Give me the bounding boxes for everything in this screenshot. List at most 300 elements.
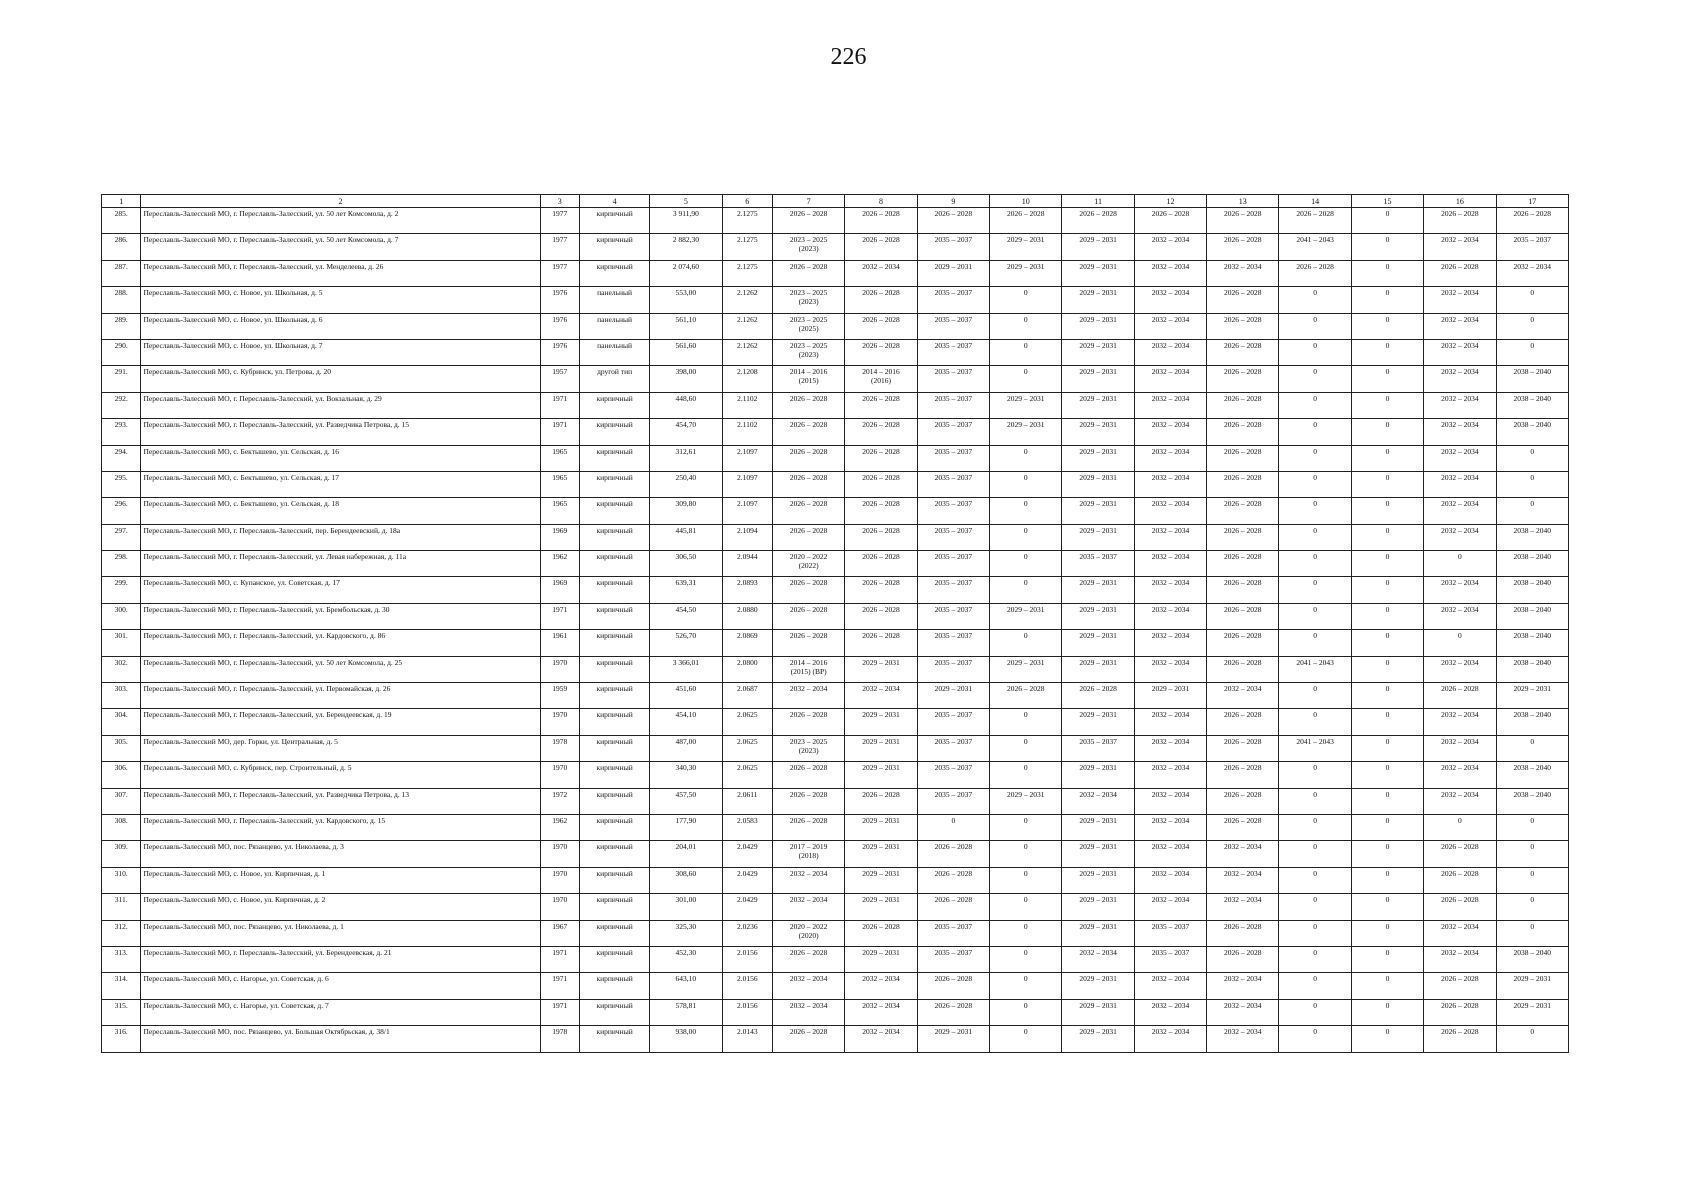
table-cell-col-6: 2.1102 [722,419,772,445]
table-cell-col-9: 2035 – 2037 [917,234,989,260]
table-row [102,709,1569,735]
table-cell-col-7: 2032 – 2034 [772,683,844,709]
table-cell-col-4: кирпичный [580,946,650,972]
table-cell-col-1: 309. [102,841,141,867]
table-cell-col-9: 2035 – 2037 [917,313,989,339]
table-cell-col-9: 2035 – 2037 [917,762,989,788]
table-cell-col-17: 2038 – 2040 [1496,656,1568,682]
table-cell-col-1: 286. [102,234,141,260]
table-cell-col-10: 0 [990,551,1062,577]
table-cell-col-11: 2029 – 2031 [1062,762,1134,788]
table-cell-col-17: 0 [1496,894,1568,920]
table-cell-col-12: 2032 – 2034 [1134,603,1206,629]
table-cell-col-17: 2038 – 2040 [1496,946,1568,972]
table-cell-col-12: 2032 – 2034 [1134,999,1206,1025]
table-cell-col-7: 2026 – 2028 [772,577,844,603]
table-cell-col-5: 250,40 [650,471,722,497]
table-cell-col-11: 2029 – 2031 [1062,313,1134,339]
table-cell-col-15: 0 [1351,735,1423,761]
table-cell-col-5: 3 366,01 [650,656,722,682]
table-cell-col-8: 2026 – 2028 [845,313,917,339]
table-cell-col-7: 2026 – 2028 [772,630,844,656]
table-cell-col-14: 2041 – 2043 [1279,735,1351,761]
table-cell-col-2: Переславль-Залесский МО, с. Купанское, ул. Советская, д. 17 [141,577,540,603]
table-cell-col-11: 2029 – 2031 [1062,234,1134,260]
table-cell-col-2: Переславль-Залесский МО, с. Бектышево, ул. Сельская, д. 16 [141,445,540,471]
table-cell-col-12: 2032 – 2034 [1134,339,1206,365]
table-cell-col-7: 2026 – 2028 [772,1026,844,1052]
table-cell-col-8: 2029 – 2031 [845,656,917,682]
table-cell-col-9: 2035 – 2037 [917,920,989,946]
column-header-10: 10 [990,195,1062,208]
table-cell-col-16: 2032 – 2034 [1424,709,1496,735]
table-cell-col-7: 2026 – 2028 [772,762,844,788]
table-cell-col-8: 2014 – 2016 (2016) [845,366,917,392]
column-header-14: 14 [1279,195,1351,208]
table-cell-col-4: панельный [580,313,650,339]
table-cell-col-6: 2.1208 [722,366,772,392]
table-cell-col-13: 2032 – 2034 [1207,260,1279,286]
table-cell-col-17: 2038 – 2040 [1496,577,1568,603]
table-cell-col-14: 0 [1279,762,1351,788]
table-cell-col-15: 0 [1351,208,1423,234]
table-cell-col-2: Переславль-Залесский МО, г. Переславль-Залесский, ул. Левая набережная, д. 11а [141,551,540,577]
table-cell-col-6: 2.0156 [722,973,772,999]
table-cell-col-9: 2035 – 2037 [917,366,989,392]
table-cell-col-9: 2035 – 2037 [917,339,989,365]
table-cell-col-2: Переславль-Залесский МО, г. Переславль-Залесский, ул. 50 лет Комсомола, д. 2 [141,208,540,234]
table-cell-col-13: 2026 – 2028 [1207,419,1279,445]
table-cell-col-5: 578,81 [650,999,722,1025]
table-cell-col-4: кирпичный [580,867,650,893]
table-cell-col-16: 2032 – 2034 [1424,339,1496,365]
table-cell-col-10: 2029 – 2031 [990,603,1062,629]
table-cell-col-12: 2032 – 2034 [1134,762,1206,788]
table-cell-col-14: 0 [1279,603,1351,629]
table-cell-col-11: 2029 – 2031 [1062,841,1134,867]
table-cell-col-3: 1971 [540,946,579,972]
table-cell-col-17: 2029 – 2031 [1496,683,1568,709]
table-cell-col-4: кирпичный [580,788,650,814]
table-cell-col-17: 2029 – 2031 [1496,973,1568,999]
table-row [102,656,1569,682]
table-cell-col-4: кирпичный [580,498,650,524]
table-cell-col-5: 452,30 [650,946,722,972]
table-cell-col-14: 0 [1279,287,1351,313]
table-cell-col-8: 2032 – 2034 [845,683,917,709]
table-cell-col-12: 2035 – 2037 [1134,920,1206,946]
table-cell-col-3: 1971 [540,973,579,999]
table-cell-col-3: 1959 [540,683,579,709]
table-cell-col-12: 2032 – 2034 [1134,656,1206,682]
table-cell-col-13: 2026 – 2028 [1207,762,1279,788]
table-cell-col-9: 2029 – 2031 [917,683,989,709]
table-cell-col-5: 204,01 [650,841,722,867]
table-cell-col-17: 2038 – 2040 [1496,392,1568,418]
table-cell-col-4: кирпичный [580,208,650,234]
table-cell-col-5: 448,60 [650,392,722,418]
table-cell-col-5: 561,60 [650,339,722,365]
table-cell-col-13: 2026 – 2028 [1207,392,1279,418]
column-header-4: 4 [580,195,650,208]
table-cell-col-13: 2032 – 2034 [1207,867,1279,893]
table-cell-col-2: Переславль-Залесский МО, г. Переславль-Залесский, ул. Вокзальная, д. 29 [141,392,540,418]
table-cell-col-17: 2038 – 2040 [1496,630,1568,656]
table-cell-col-10: 2029 – 2031 [990,234,1062,260]
table-cell-col-16: 2032 – 2034 [1424,287,1496,313]
table-cell-col-4: другой тип [580,366,650,392]
table-cell-col-9: 2035 – 2037 [917,603,989,629]
table-cell-col-2: Переславль-Залесский МО, дер. Горки, ул. Центральная, д. 5 [141,735,540,761]
table-cell-col-11: 2029 – 2031 [1062,419,1134,445]
table-cell-col-1: 287. [102,260,141,286]
table-cell-col-16: 2026 – 2028 [1424,973,1496,999]
table-cell-col-10: 2029 – 2031 [990,419,1062,445]
table-cell-col-3: 1978 [540,1026,579,1052]
table-row [102,894,1569,920]
table-cell-col-14: 2041 – 2043 [1279,234,1351,260]
table-row [102,814,1569,840]
table-cell-col-6: 2.0880 [722,603,772,629]
table-cell-col-17: 2038 – 2040 [1496,762,1568,788]
table-cell-col-13: 2026 – 2028 [1207,287,1279,313]
table-cell-col-3: 1976 [540,287,579,313]
table-cell-col-8: 2032 – 2034 [845,999,917,1025]
table-cell-col-5: 308,60 [650,867,722,893]
table-cell-col-12: 2032 – 2034 [1134,366,1206,392]
table-cell-col-6: 2.1262 [722,339,772,365]
table-cell-col-12: 2032 – 2034 [1134,894,1206,920]
table-cell-col-1: 302. [102,656,141,682]
table-cell-col-16: 2032 – 2034 [1424,524,1496,550]
table-row [102,973,1569,999]
table-row [102,683,1569,709]
table-cell-col-2: Переславль-Залесский МО, г. Переславль-Залесский, ул. Брембольская, д. 30 [141,603,540,629]
table-cell-col-16: 2032 – 2034 [1424,762,1496,788]
table-cell-col-15: 0 [1351,498,1423,524]
table-cell-col-2: Переславль-Залесский МО, г. Переславль-Залесский, ул. Разведчика Петрова, д. 13 [141,788,540,814]
table-cell-col-5: 938,00 [650,1026,722,1052]
table-cell-col-13: 2032 – 2034 [1207,1026,1279,1052]
table-cell-col-14: 0 [1279,392,1351,418]
table-cell-col-10: 0 [990,339,1062,365]
table-cell-col-13: 2026 – 2028 [1207,630,1279,656]
table-cell-col-9: 2026 – 2028 [917,894,989,920]
table-cell-col-1: 310. [102,867,141,893]
table-cell-col-12: 2026 – 2028 [1134,208,1206,234]
table-cell-col-6: 2.0429 [722,894,772,920]
column-header-6: 6 [722,195,772,208]
table-cell-col-6: 2.1097 [722,498,772,524]
table-cell-col-2: Переславль-Залесский МО, с. Бектышево, ул. Сельская, д. 18 [141,498,540,524]
table-cell-col-1: 296. [102,498,141,524]
table-cell-col-7: 2026 – 2028 [772,603,844,629]
table-cell-col-12: 2032 – 2034 [1134,445,1206,471]
table-cell-col-17: 2038 – 2040 [1496,551,1568,577]
table-cell-col-14: 0 [1279,973,1351,999]
table-cell-col-8: 2032 – 2034 [845,1026,917,1052]
table-cell-col-2: Переславль-Залесский МО, с. Бектышево, ул. Сельская, д. 17 [141,471,540,497]
table-cell-col-7: 2020 – 2022 (2020) [772,920,844,946]
table-cell-col-8: 2026 – 2028 [845,234,917,260]
table-cell-col-15: 0 [1351,656,1423,682]
table-cell-col-15: 0 [1351,234,1423,260]
table-cell-col-9: 2035 – 2037 [917,471,989,497]
table-cell-col-11: 2029 – 2031 [1062,287,1134,313]
table-cell-col-7: 2026 – 2028 [772,260,844,286]
table-cell-col-14: 0 [1279,999,1351,1025]
table-cell-col-9: 2035 – 2037 [917,287,989,313]
table-cell-col-12: 2032 – 2034 [1134,709,1206,735]
table-cell-col-2: Переславль-Залесский МО, с. Новое, ул. Школьная, д. 6 [141,313,540,339]
table-cell-col-9: 2035 – 2037 [917,735,989,761]
table-cell-col-10: 2029 – 2031 [990,788,1062,814]
table-row [102,551,1569,577]
table-cell-col-11: 2029 – 2031 [1062,867,1134,893]
table-cell-col-15: 0 [1351,814,1423,840]
table-cell-col-6: 2.1275 [722,208,772,234]
table-row [102,208,1569,234]
table-cell-col-5: 561,10 [650,313,722,339]
table-cell-col-8: 2026 – 2028 [845,471,917,497]
table-cell-col-8: 2026 – 2028 [845,603,917,629]
table-cell-col-13: 2026 – 2028 [1207,656,1279,682]
table-cell-col-11: 2029 – 2031 [1062,920,1134,946]
table-cell-col-6: 2.1097 [722,445,772,471]
table-cell-col-5: 487,00 [650,735,722,761]
table-cell-col-16: 2026 – 2028 [1424,683,1496,709]
table-cell-col-5: 451,60 [650,683,722,709]
table-cell-col-6: 2.0156 [722,946,772,972]
table-cell-col-13: 2032 – 2034 [1207,999,1279,1025]
table-cell-col-13: 2026 – 2028 [1207,946,1279,972]
table-cell-col-14: 0 [1279,1026,1351,1052]
table-cell-col-17: 0 [1496,471,1568,497]
table-cell-col-11: 2029 – 2031 [1062,524,1134,550]
column-header-1: 1 [102,195,141,208]
table-cell-col-4: кирпичный [580,973,650,999]
table-cell-col-3: 1962 [540,551,579,577]
table-cell-col-13: 2032 – 2034 [1207,894,1279,920]
table-cell-col-8: 2032 – 2034 [845,260,917,286]
table-cell-col-15: 0 [1351,683,1423,709]
table-cell-col-9: 2035 – 2037 [917,656,989,682]
table-cell-col-11: 2029 – 2031 [1062,339,1134,365]
table-cell-col-5: 445,81 [650,524,722,550]
table-cell-col-4: кирпичный [580,392,650,418]
table-cell-col-11: 2029 – 2031 [1062,445,1134,471]
table-cell-col-4: кирпичный [580,551,650,577]
table-cell-col-11: 2029 – 2031 [1062,260,1134,286]
table-cell-col-6: 2.0869 [722,630,772,656]
table-cell-col-5: 2 882,30 [650,234,722,260]
table-cell-col-11: 2029 – 2031 [1062,366,1134,392]
table-cell-col-7: 2032 – 2034 [772,999,844,1025]
table-cell-col-3: 1957 [540,366,579,392]
table-cell-col-14: 0 [1279,471,1351,497]
table-cell-col-3: 1970 [540,709,579,735]
table-cell-col-4: кирпичный [580,683,650,709]
table-cell-col-17: 2035 – 2037 [1496,234,1568,260]
table-cell-col-3: 1970 [540,867,579,893]
table-cell-col-11: 2029 – 2031 [1062,577,1134,603]
table-cell-col-8: 2026 – 2028 [845,551,917,577]
table-cell-col-15: 0 [1351,867,1423,893]
table-cell-col-11: 2029 – 2031 [1062,814,1134,840]
table-cell-col-12: 2032 – 2034 [1134,630,1206,656]
table-cell-col-4: кирпичный [580,894,650,920]
table-cell-col-10: 0 [990,973,1062,999]
table-cell-col-7: 2032 – 2034 [772,867,844,893]
table-cell-col-13: 2026 – 2028 [1207,366,1279,392]
table-cell-col-9: 2035 – 2037 [917,498,989,524]
table-row [102,920,1569,946]
table-cell-col-3: 1961 [540,630,579,656]
table-row [102,234,1569,260]
table-cell-col-5: 2 074,60 [650,260,722,286]
table-cell-col-7: 2026 – 2028 [772,471,844,497]
table-cell-col-2: Переславль-Залесский МО, г. Переславль-Залесский, ул. Берендеевская, д. 21 [141,946,540,972]
table-cell-col-3: 1967 [540,920,579,946]
table-cell-col-13: 2026 – 2028 [1207,920,1279,946]
table-cell-col-5: 398,00 [650,366,722,392]
table-cell-col-10: 0 [990,313,1062,339]
table-cell-col-10: 0 [990,762,1062,788]
table-cell-col-13: 2026 – 2028 [1207,577,1279,603]
table-cell-col-4: кирпичный [580,603,650,629]
table-cell-col-1: 290. [102,339,141,365]
table-cell-col-15: 0 [1351,313,1423,339]
table-cell-col-3: 1965 [540,471,579,497]
table-cell-col-16: 2032 – 2034 [1424,419,1496,445]
table-cell-col-2: Переславль-Залесский МО, с. Кубринск, пер. Строительный, д. 5 [141,762,540,788]
table-cell-col-8: 2029 – 2031 [845,814,917,840]
table-cell-col-1: 288. [102,287,141,313]
table-cell-col-4: кирпичный [580,471,650,497]
table-cell-col-6: 2.1262 [722,313,772,339]
table-cell-col-8: 2029 – 2031 [845,894,917,920]
table-cell-col-11: 2026 – 2028 [1062,683,1134,709]
table-cell-col-12: 2035 – 2037 [1134,946,1206,972]
table-cell-col-17: 0 [1496,867,1568,893]
table-cell-col-7: 2026 – 2028 [772,814,844,840]
table-cell-col-1: 311. [102,894,141,920]
column-header-11: 11 [1062,195,1134,208]
table-cell-col-9: 2035 – 2037 [917,577,989,603]
table-cell-col-5: 325,30 [650,920,722,946]
table-cell-col-5: 3 911,90 [650,208,722,234]
table-cell-col-3: 1970 [540,762,579,788]
table-cell-col-12: 2032 – 2034 [1134,577,1206,603]
table-cell-col-1: 306. [102,762,141,788]
table-cell-col-2: Переславль-Залесский МО, г. Переславль-Залесский, ул. Кардовского, д. 15 [141,814,540,840]
table-cell-col-14: 2026 – 2028 [1279,208,1351,234]
table-cell-col-15: 0 [1351,630,1423,656]
table-cell-col-1: 313. [102,946,141,972]
table-body [102,208,1569,1053]
table-cell-col-2: Переславль-Залесский МО, пос. Рязанцево, ул. Большая Октябрьская, д. 38/1 [141,1026,540,1052]
table-cell-col-13: 2026 – 2028 [1207,524,1279,550]
table-cell-col-8: 2026 – 2028 [845,445,917,471]
table-cell-col-12: 2032 – 2034 [1134,234,1206,260]
table-cell-col-4: кирпичный [580,1026,650,1052]
table-cell-col-8: 2029 – 2031 [845,762,917,788]
table-cell-col-2: Переславль-Залесский МО, с. Нагорье, ул. Советская, д. 6 [141,973,540,999]
table-cell-col-14: 0 [1279,313,1351,339]
table-cell-col-1: 295. [102,471,141,497]
table-cell-col-17: 2032 – 2034 [1496,260,1568,286]
table-cell-col-11: 2029 – 2031 [1062,973,1134,999]
table-cell-col-15: 0 [1351,392,1423,418]
table-cell-col-6: 2.0236 [722,920,772,946]
table-cell-col-17: 2026 – 2028 [1496,208,1568,234]
table-cell-col-1: 301. [102,630,141,656]
table-cell-col-10: 0 [990,709,1062,735]
table-cell-col-6: 2.0583 [722,814,772,840]
table-cell-col-5: 639,31 [650,577,722,603]
table-cell-col-14: 0 [1279,524,1351,550]
table-cell-col-10: 0 [990,814,1062,840]
table-cell-col-2: Переславль-Залесский МО, с. Новое, ул. Школьная, д. 5 [141,287,540,313]
table-row [102,788,1569,814]
table-cell-col-2: Переславль-Залесский МО, г. Переславль-Залесский, пер. Берендеевский, д. 18а [141,524,540,550]
table-cell-col-3: 1969 [540,524,579,550]
table-cell-col-17: 0 [1496,735,1568,761]
table-cell-col-13: 2026 – 2028 [1207,445,1279,471]
table-cell-col-6: 2.0625 [722,709,772,735]
table-cell-col-8: 2026 – 2028 [845,577,917,603]
table-cell-col-4: кирпичный [580,577,650,603]
table-cell-col-13: 2026 – 2028 [1207,603,1279,629]
table-row [102,366,1569,392]
table-cell-col-17: 0 [1496,1026,1568,1052]
column-header-17: 17 [1496,195,1568,208]
table-cell-col-17: 2038 – 2040 [1496,603,1568,629]
table-cell-col-6: 2.0156 [722,999,772,1025]
table-cell-col-15: 0 [1351,577,1423,603]
table-cell-col-9: 2035 – 2037 [917,419,989,445]
table-cell-col-9: 2035 – 2037 [917,788,989,814]
table-cell-col-8: 2029 – 2031 [845,867,917,893]
table-cell-col-7: 2032 – 2034 [772,894,844,920]
table-cell-col-5: 312,61 [650,445,722,471]
column-header-13: 13 [1207,195,1279,208]
table-cell-col-3: 1977 [540,234,579,260]
table-cell-col-10: 0 [990,920,1062,946]
table-cell-col-15: 0 [1351,366,1423,392]
table-cell-col-5: 526,70 [650,630,722,656]
table-cell-col-7: 2023 – 2025 (2023) [772,339,844,365]
table-cell-col-1: 285. [102,208,141,234]
table-cell-col-15: 0 [1351,894,1423,920]
table-cell-col-6: 2.1094 [722,524,772,550]
table-cell-col-6: 2.1097 [722,471,772,497]
table-cell-col-8: 2026 – 2028 [845,788,917,814]
table-cell-col-17: 2038 – 2040 [1496,419,1568,445]
table-cell-col-5: 454,70 [650,419,722,445]
table-cell-col-8: 2026 – 2028 [845,498,917,524]
table-cell-col-14: 0 [1279,419,1351,445]
table-cell-col-6: 2.1275 [722,234,772,260]
table-cell-col-11: 2035 – 2037 [1062,735,1134,761]
table-cell-col-7: 2026 – 2028 [772,208,844,234]
table-cell-col-9: 2029 – 2031 [917,260,989,286]
table-cell-col-12: 2029 – 2031 [1134,683,1206,709]
table-cell-col-13: 2026 – 2028 [1207,339,1279,365]
table-cell-col-10: 0 [990,841,1062,867]
table-cell-col-13: 2026 – 2028 [1207,814,1279,840]
table-cell-col-13: 2026 – 2028 [1207,313,1279,339]
